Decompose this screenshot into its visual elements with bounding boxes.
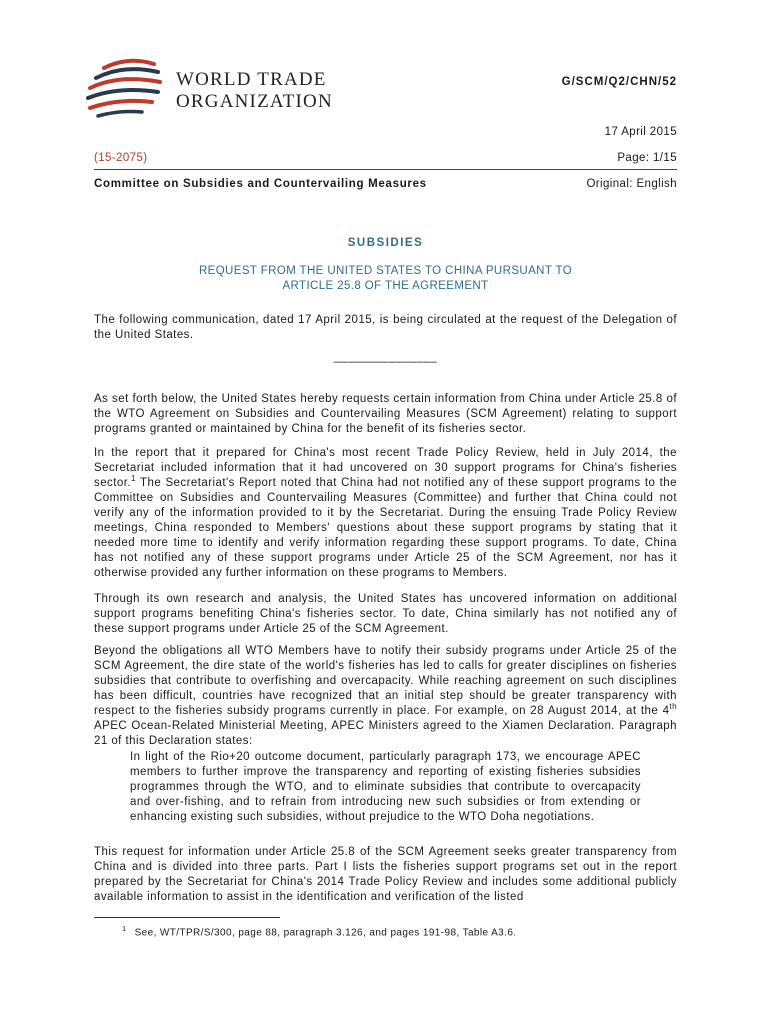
header-divider xyxy=(94,169,677,170)
footnote-text: See, WT/TPR/S/300, page 88, paragraph 3.126, and pages 191-98, Table A3.6. xyxy=(134,927,517,939)
org-name xyxy=(176,69,333,113)
document-title: SUBSIDIES xyxy=(347,237,424,249)
document-reference: (15-2075) xyxy=(94,152,148,164)
original-language: Original: English xyxy=(586,178,677,190)
wto-emblem-icon xyxy=(84,58,174,120)
p2-text-a: In the report that it prepared for China's most recent Trade Policy Review, held in July 2014, the Secretariat included information that it had uncovered on 30 support programs for China's fisheries sector. xyxy=(94,447,677,489)
p4-text-a: Beyond the obligations all WTO Members have to notify their subsidy programs under Article 25 of the SCM Agreement, the dire state of the world's fisheries has led to calls for greater disciplines on fisheries subsidies that contribute to overfishing and overcapacity. While reaching agreement on such disciplines has been difficult, countries have recognized that an initial step should be greater transparency with respect to the fisheries subsidy programs currently in place. For example, on 28 August 2014, at the 4 xyxy=(94,645,677,717)
document-symbol: G/SCM/Q2/CHN/52 xyxy=(561,76,677,88)
footnote-ref-1: 1 xyxy=(131,474,136,484)
org-name-line1: WORLD TRADE xyxy=(176,69,327,90)
body-paragraph-1: As set forth below, the United States hereby requests certain information from China under Article 25.8 of the WTO Agreement on Subsidies and Countervailing Measures (SCM Agreement) relating to support programs granted or maintained by China for the benefit of its fisheries sector. xyxy=(94,393,677,435)
footnote-1 xyxy=(122,924,516,938)
footnote-divider xyxy=(94,917,280,918)
body-paragraph-5: This request for information under Article 25.8 of the SCM Agreement seeks greater transparency from China and is divided into three parts. Part I lists the fisheries support programs set out in the report prepared by the Secretariat for China's 2014 Trade Policy Review and includes some additional publicly available information to assist in the identification and verification of the listed xyxy=(94,846,677,903)
page-number: Page: 1/15 xyxy=(617,152,677,164)
subtitle-line1: REQUEST FROM THE UNITED STATES TO CHINA PURSUANT TO xyxy=(198,265,573,277)
intro-paragraph: The following communication, dated 17 April 2015, is being circulated at the request of the Delegation of the United States. xyxy=(94,314,677,341)
org-name-line2: ORGANIZATION xyxy=(176,91,333,112)
document-date: 17 April 2015 xyxy=(604,126,677,138)
p4-text-b: APEC Ocean-Related Ministerial Meeting, APEC Ministers agreed to the Xiamen Declaration. Paragraph 21 of this Declaration states: xyxy=(94,720,677,747)
document-subtitle xyxy=(94,264,677,294)
separator-line: _______________ xyxy=(333,351,438,363)
body-paragraph-4 xyxy=(94,644,677,749)
p2-text-b: The Secretariat's Report noted that China had not notified any of these support programs to the Committee on Subsidies and Countervailing Measures (Committee) and further that China could not verify any of the information provided to it by the Secretariat. During the ensuing Trade Policy Review meetings, China responded to Members' questions about these support programs by stating that it needed more time to identify and verify information regarding these support programs. To date, China has not notified any of these support programs under Article 25 of the SCM Agreement, nor has it otherwise provided any further information on these programs to Members. xyxy=(94,477,677,579)
subtitle-line2: ARTICLE 25.8 OF THE AGREEMENT xyxy=(282,280,489,292)
ordinal-suffix: th xyxy=(669,702,677,712)
body-paragraph-3: Through its own research and analysis, the United States has uncovered information on additional support programs benefiting China's fisheries sector. To date, China similarly has not notified any of these support programs under Article 25 of the SCM Agreement. xyxy=(94,593,677,635)
body-paragraph-2 xyxy=(94,446,677,581)
block-quote: In light of the Rio+20 outcome document, particularly paragraph 173, we encourage APEC members to further improve the transparency and reporting of existing fisheries subsidies programmes through the WTO, and to eliminate subsidies that contribute to overcapacity and over-fishing, and to refrain from introducing new such subsidies or from extending or enhancing existing such subsidies, without prejudice to the WTO Doha negotiations. xyxy=(130,751,641,823)
footnote-mark: 1 xyxy=(122,924,127,933)
committee-name: Committee on Subsidies and Countervailing Measures xyxy=(94,178,427,190)
wto-logo xyxy=(84,58,344,120)
